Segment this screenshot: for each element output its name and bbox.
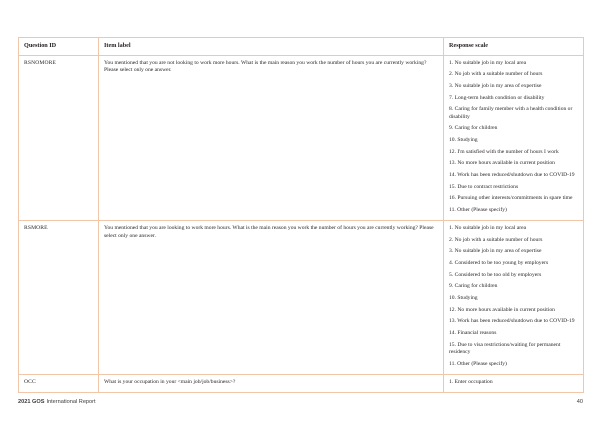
response-option: 13. Work has been reduced/shutdown due to COVID-19 [449,318,575,325]
response-option: 8. Caring for family member with a health condition or disability [449,106,573,120]
response-option: 10. Studying [449,136,478,143]
response-option: 10. Studying [449,295,478,302]
response-scale-list [449,60,578,214]
response-option: 15. Due to visa restrictions/waiting for permanent residency [449,341,561,355]
response-option: 3. No suitable job in my area of expertise [449,83,542,90]
question-table [18,37,584,393]
cell-question-id: RSMORE [19,221,99,375]
response-option: 2. No job with a suitable number of hours [449,236,543,243]
response-option: 11. Other (Please specify) [449,206,507,213]
cell-response-scale [444,374,584,392]
response-option: 11. Other (Please specify) [449,360,507,367]
column-header-item-label: Item label [99,38,444,56]
cell-item-label: You mentioned that you are not looking to work more hours. What is the main reason you work the number of hours you are currently working? Please select only one answer. [99,55,444,220]
column-header-response-scale: Response scale [444,38,584,56]
table-header-row [19,38,584,56]
response-option: 13. No more hours available in current position [449,160,555,167]
response-option: 1. Enter occupation [449,378,493,385]
page-number: 40 [576,399,583,405]
cell-question-id: OCC [19,374,99,392]
response-option: 1. No suitable job in my local area [449,225,527,232]
response-scale-list [449,379,578,386]
footer-brand: 2021 GOS [18,399,45,405]
response-option: 1. No suitable job in my local area [449,59,527,66]
cell-response-scale [444,221,584,375]
cell-item-label: What is your occupation in your <main job/job/business>? [99,374,444,392]
table-header [19,38,584,56]
footer-report-title [18,399,96,405]
response-option: 15. Due to contract restrictions [449,183,519,190]
response-option: 9. Caring for children [449,283,498,290]
response-option: 14. Financial reasons [449,330,497,337]
response-option: 16. Pursuing other interests/commitments in spare time [449,195,573,202]
table-row [19,221,584,375]
response-option: 12. No more hours available in current position [449,306,555,313]
table-row [19,55,584,220]
table-body [19,55,584,392]
response-scale-list [449,225,578,368]
cell-question-id: RSNOMORE [19,55,99,220]
cell-response-scale [444,55,584,220]
response-option: 5. Considered to be too old by employers [449,271,542,278]
response-option: 9. Caring for children [449,125,498,132]
response-option: 7. Long-term health condition or disability [449,94,545,101]
cell-item-label: You mentioned that you are looking to work more hours. What is the main reason you work the number of hours you are currently working? Please select only one answer. [99,221,444,375]
response-option: 3. No suitable job in my area of expertise [449,248,542,255]
table-row [19,374,584,392]
response-option: 2. No job with a suitable number of hours [449,71,543,78]
response-option: 14. Work has been reduced/shutdown due to COVID-19 [449,171,575,178]
response-option: 4. Considered to be too young by employers [449,260,549,267]
response-option: 12. I'm satisfied with the number of hours I work [449,148,559,155]
footer-report-name: International Report [46,399,96,405]
column-header-question-id: Question ID [19,38,99,56]
page-footer [18,399,583,413]
